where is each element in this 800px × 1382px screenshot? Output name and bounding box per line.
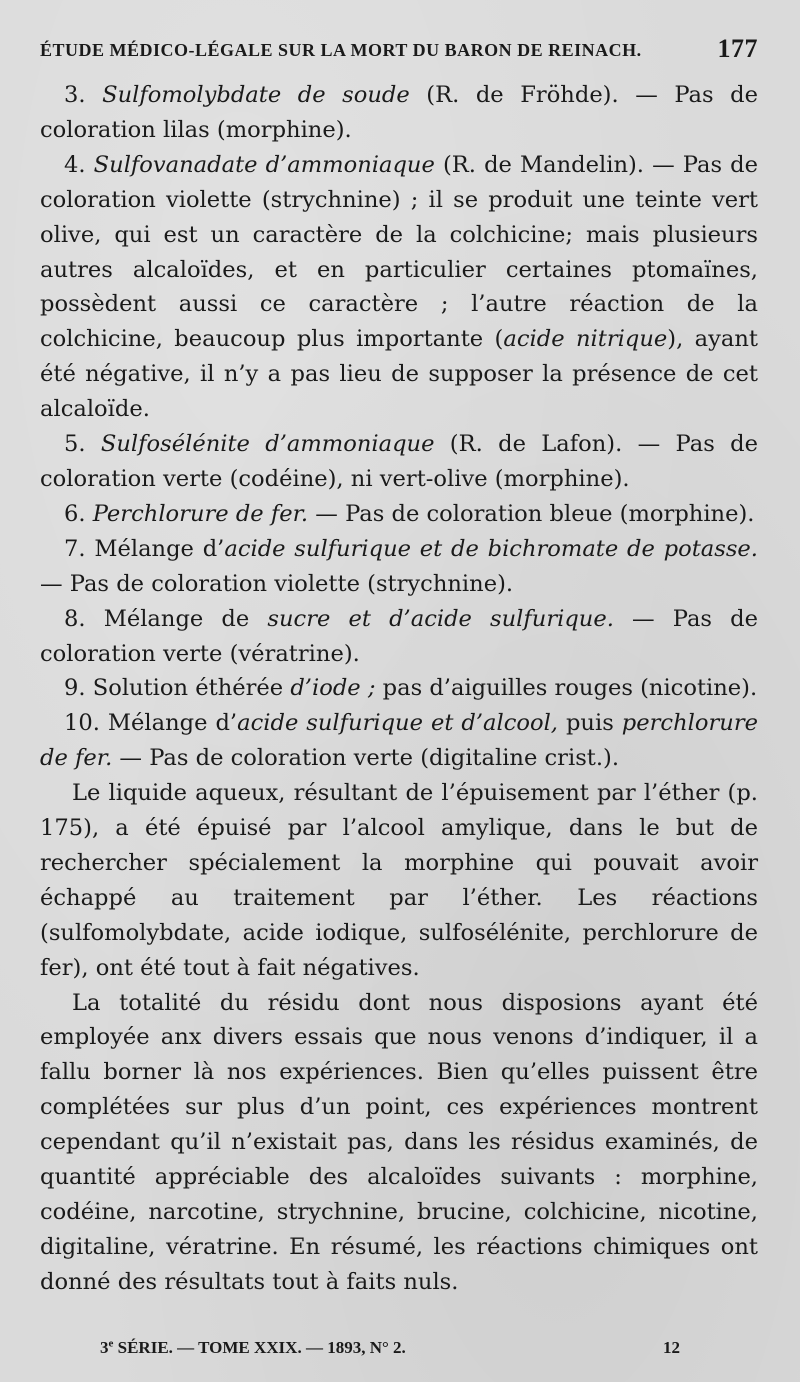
item-text: pas d’aiguilles rouges (nicotine).	[375, 675, 758, 702]
list-item	[40, 602, 758, 672]
series-superscript: e	[108, 1337, 114, 1350]
list-item	[40, 148, 758, 427]
item-lead: Mélange de	[85, 605, 268, 632]
reagent-name: acide sulfurique et d’alcool,	[237, 710, 558, 737]
list-item	[40, 78, 758, 148]
reagent-name: perchlorure de fer.	[40, 710, 758, 772]
sheet-signature: 12	[663, 1338, 680, 1357]
reagent-name: Perchlorure de fer.	[92, 500, 309, 527]
item-text: — Pas de coloration verte (vératrine).	[40, 605, 758, 667]
reagent-name: acide nitrique	[503, 326, 668, 353]
item-number: 10.	[64, 710, 100, 737]
item-text: — Pas de coloration verte (digitaline crist.).	[112, 745, 620, 772]
item-lead: Mélange d’	[99, 710, 238, 737]
running-title: ÉTUDE MÉDICO-LÉGALE SUR LA MORT DU BARON DE REINACH.	[40, 40, 642, 60]
item-number: 8.	[64, 605, 86, 632]
reagent-name: Sulfovanadate d’ammoniaque	[93, 151, 435, 178]
item-text: (R. de Lafon). — Pas de coloration verte (codéine), ni vert-olive (morphine).	[40, 431, 758, 492]
item-number: 9.	[64, 675, 86, 702]
item-lead: Solution éthérée	[85, 675, 291, 702]
item-number: 5.	[64, 431, 86, 458]
series-info: SÉRIE. — TOME XXIX. — 1893, N° 2.	[113, 1338, 406, 1357]
reagent-name: d’iode ;	[290, 675, 376, 702]
reagent-name: Sulfosélénite d’ammoniaque	[100, 431, 435, 458]
list-item	[40, 532, 758, 602]
series-number: 3	[100, 1338, 109, 1357]
item-text: — Pas de coloration violette (strychnine).	[40, 570, 514, 597]
reagent-name: Sulfomolybdate de soude	[102, 82, 410, 108]
item-text: puis	[558, 710, 622, 737]
item-number: 7.	[64, 535, 86, 562]
item-lead: Mélange d’	[85, 535, 225, 562]
body-paragraph: La totalité du résidu dont nous disposions ayant été employée anx divers essais que nous venons d’indiquer, il a fallu borner là nos expériences. Bien qu’elles puissent être complétées sur plus d’un point, ces expériences montrent cependant qu’il n’existait pas, dans les résidus examinés, de quantité appréciable des alcaloïdes suivants : morphine, codéine, narcotine, strychnine, brucine, colchicine, nicotine, digitaline, vératrine. En résumé, les réactions chimiques ont donné des résultats tout à faits nuls.	[40, 989, 758, 1295]
item-number: 3.	[64, 82, 86, 108]
body-paragraph: Le liquide aqueux, résultant de l’épuisement par l’éther (p. 175), a été épuisé par l’alcool amylique, dans le but de rechercher spécialement la morphine qui pouvait avoir échappé au traitement par l’éther. Les réactions (sulfomolybdate, acide iodique, sulfosélénite, perchlorure de fer), ont été tout à fait négatives.	[40, 780, 758, 981]
item-number: 4.	[64, 151, 86, 178]
item-text: ), ayant été négative, il n’y a pas lieu de supposer la présence de cet alcaloïde.	[40, 326, 759, 423]
item-text: (R. de Mandelin). — Pas de coloration violette (strychnine) ; il se produit une teinte vert olive, qui est un caractère de la colchicine; mais plusieurs autres alcaloïdes, et en particulier certaines ptomaïnes, possèdent aussi ce caractère ; l’autre réaction de la colchicine, beaucoup plus importante (	[40, 151, 758, 353]
list-item	[40, 427, 758, 497]
running-header	[40, 34, 758, 63]
page-number: 177	[717, 34, 758, 63]
item-number: 6.	[64, 500, 86, 527]
list-item	[40, 671, 758, 706]
item-text: (R. de Fröhde). — Pas de coloration lilas (morphine).	[40, 82, 759, 143]
list-item	[40, 497, 758, 532]
page-body	[40, 78, 758, 1300]
item-text: — Pas de coloration bleue (morphine).	[308, 500, 755, 527]
page-footer	[100, 1338, 680, 1358]
reagent-name: sucre et d’acide sulfurique.	[267, 605, 614, 632]
reagent-name: acide sulfurique et de bichromate de potasse.	[224, 535, 758, 562]
list-item	[40, 706, 758, 776]
